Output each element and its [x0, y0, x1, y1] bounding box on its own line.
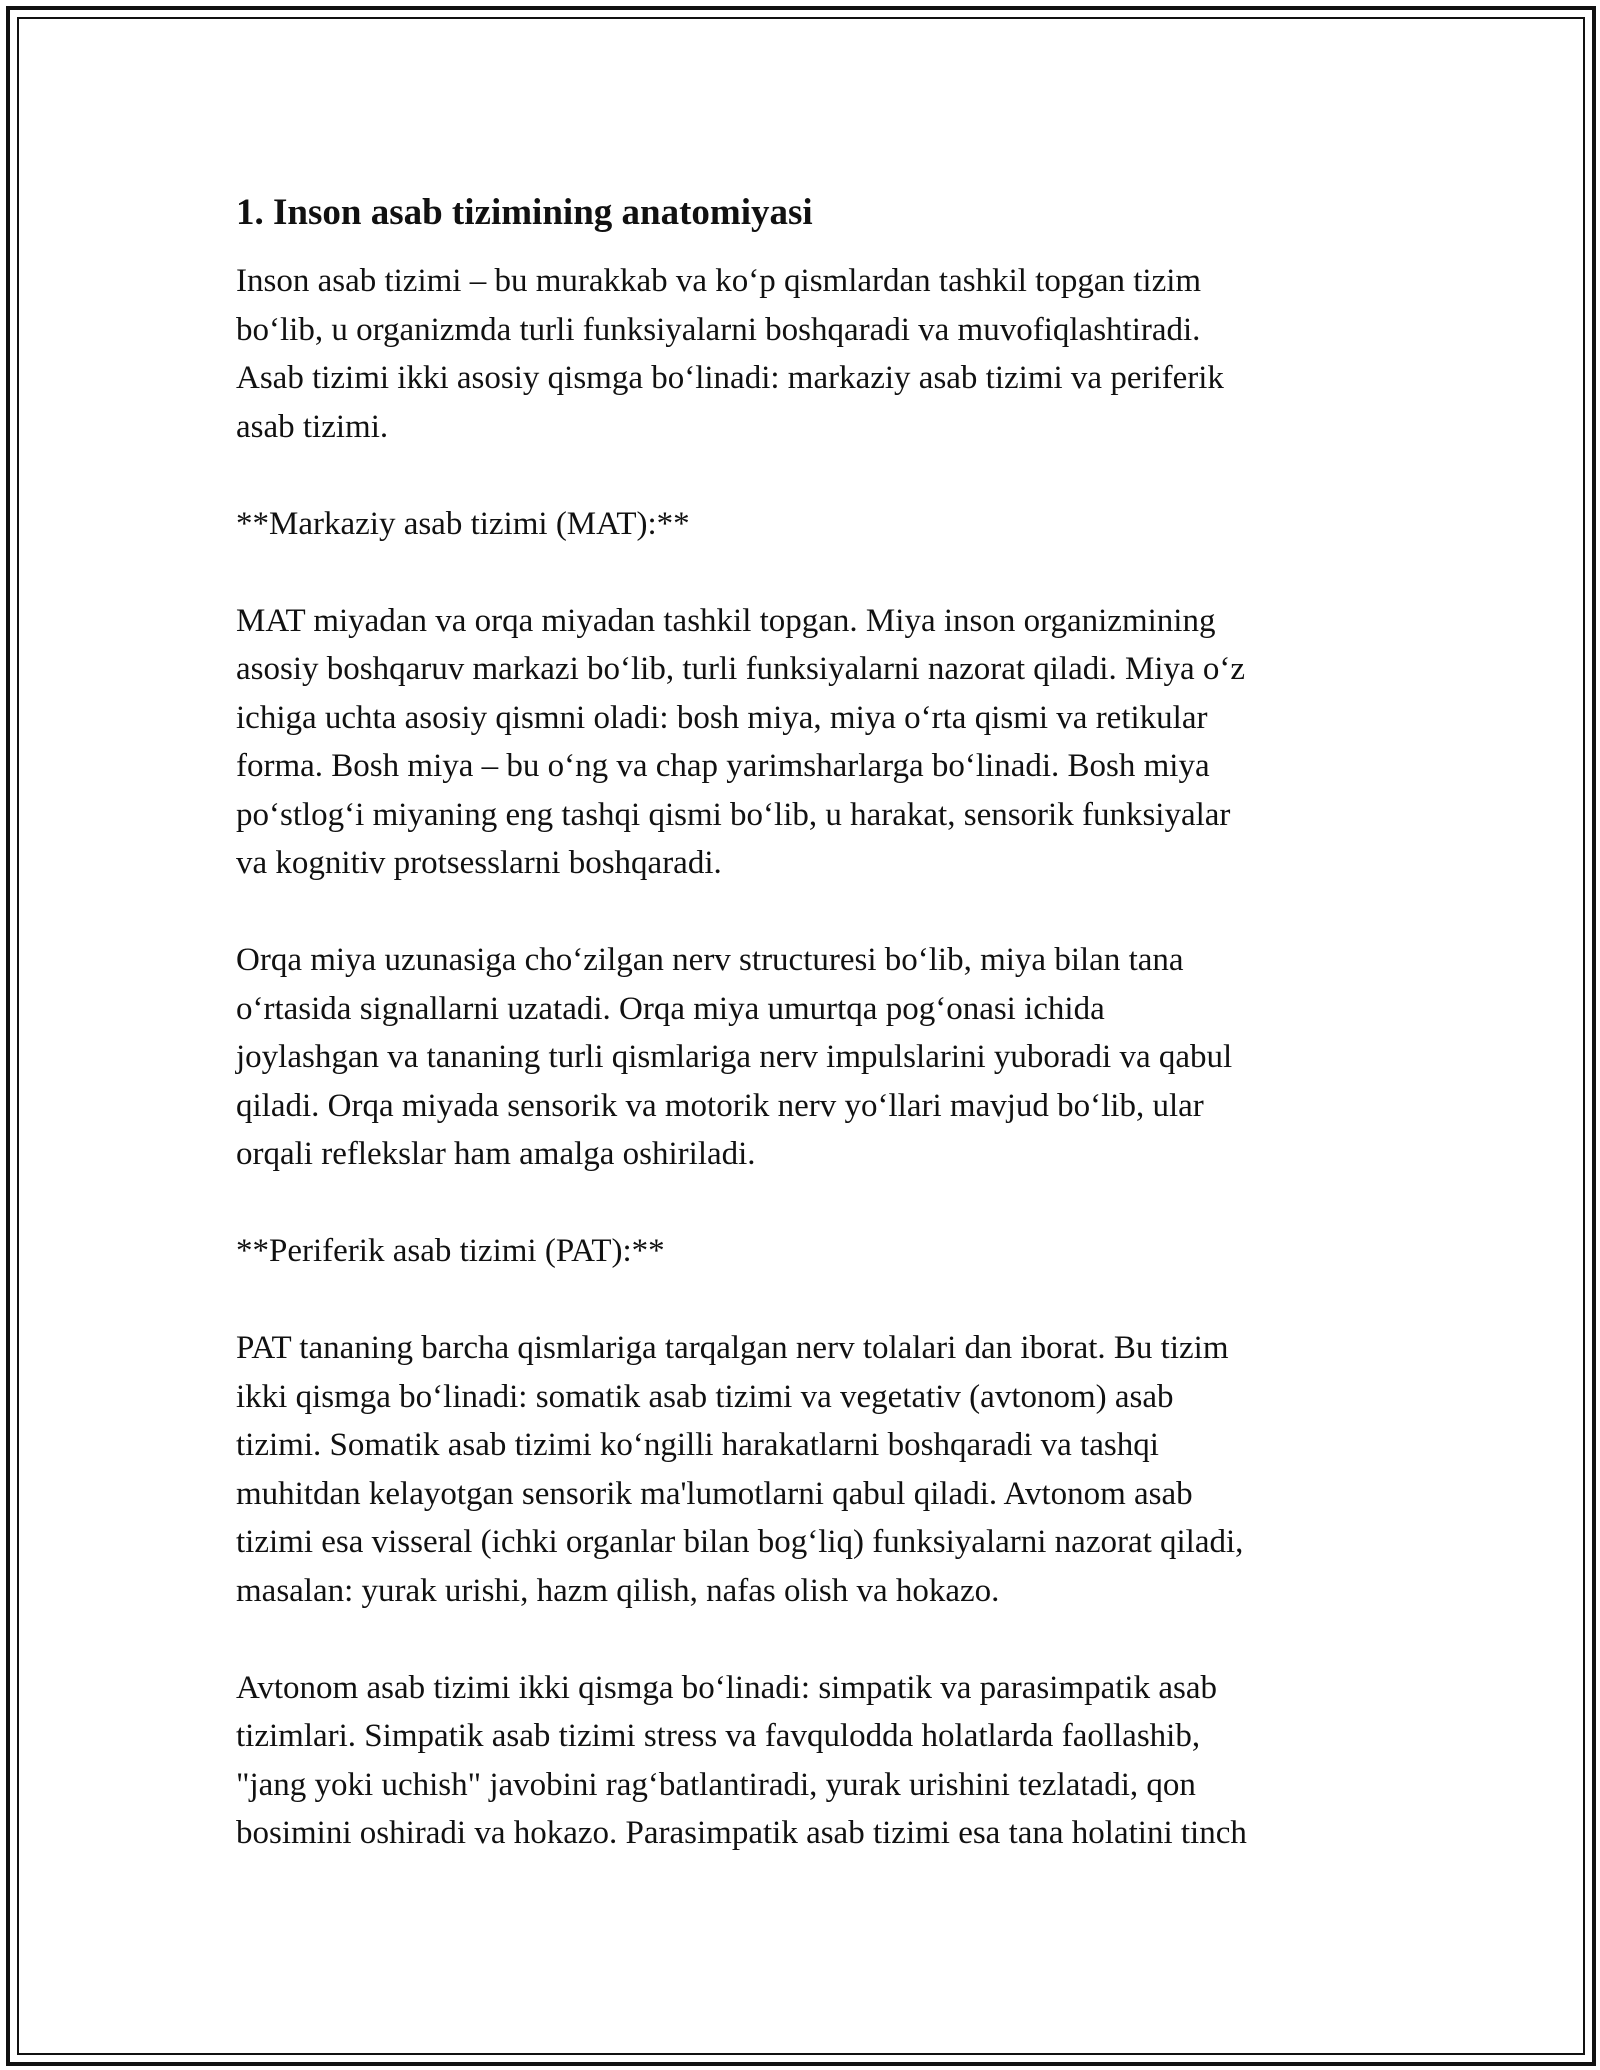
section-heading: 1. Inson asab tizimining anatomiyasi [236, 192, 813, 233]
paragraph-autonomic: Avtonom asab tizimi ikki qismga bo‘linadi: simpatik va parasimpatik asab tizimlari. Simpatik asab tizimi stress va favqulodda holatlarda faollashib, "jang yoki uchish" javobini rag‘batlantiradi, yurak urishini tezlatadi, qon bosimini oshiradi va hokazo. Parasimpatik asab tizimi esa tana holatini tinch [236, 1669, 1247, 1851]
subheading-pat: **Periferik asab tizimi (PAT):** [236, 1233, 665, 1269]
paragraph-mat: MAT miyadan va orqa miyadan tashkil topgan. Miya inson organizmining asosiy boshqaruv markazi bo‘lib, turli funksiyalarni nazorat qiladi. Miya o‘z ichiga uchta asosiy qismni oladi: bosh miya, miya o‘rta qismi va retikular forma. Bosh miya – bu o‘ng va chap yarimsharlarga bo‘linadi. Bosh miya po‘stlog‘i miyaning eng tashqi qismi bo‘lib, u harakat, sensorik funksiyalar va kognitiv protsesslarni boshqaradi. [236, 602, 1245, 881]
paragraph-spinal-cord: Orqa miya uzunasiga cho‘zilgan nerv structuresi bo‘lib, miya bilan tana o‘rtasida signallarni uzatadi. Orqa miya umurtqa pog‘onasi ichida joylashgan va tananing turli qismlariga nerv impulslarini yuboradi va qabul qiladi. Orqa miyada sensorik va motorik nerv yo‘llari mavjud bo‘lib, ular orqali reflekslar ham amalga oshiriladi. [236, 942, 1233, 1172]
subheading-mat: **Markaziy asab tizimi (MAT):** [236, 505, 690, 542]
paragraph-intro: Inson asab tizimi – bu murakkab va ko‘p qismlardan tashkil topgan tizim bo‘lib, u organizmda turli funksiyalarni boshqaradi va muvofiqlashtiradi. Asab tizimi ikki asosiy qismga bo‘linadi: markaziy asab tizimi va periferik asab tizimi. [236, 263, 1224, 445]
document-body [236, 183, 1386, 1858]
paragraph-pat: PAT tananing barcha qismlariga tarqalgan nerv tolalari dan iborat. Bu tizim ikki qismga bo‘linadi: somatik asab tizimi va vegetativ (avtonom) asab tizimi. Somatik asab tizimi ko‘ngilli harakatlarni boshqaradi va tashqi muhitdan kelayotgan sensorik ma'lumotlarni qabul qiladi. Avtonom asab tizimi esa visseral (ichki organlar bilan bog‘liq) funksiyalarni nazorat qiladi, masalan: yurak urishi, hazm qilish, nafas olish va hokazo. [236, 1330, 1244, 1609]
